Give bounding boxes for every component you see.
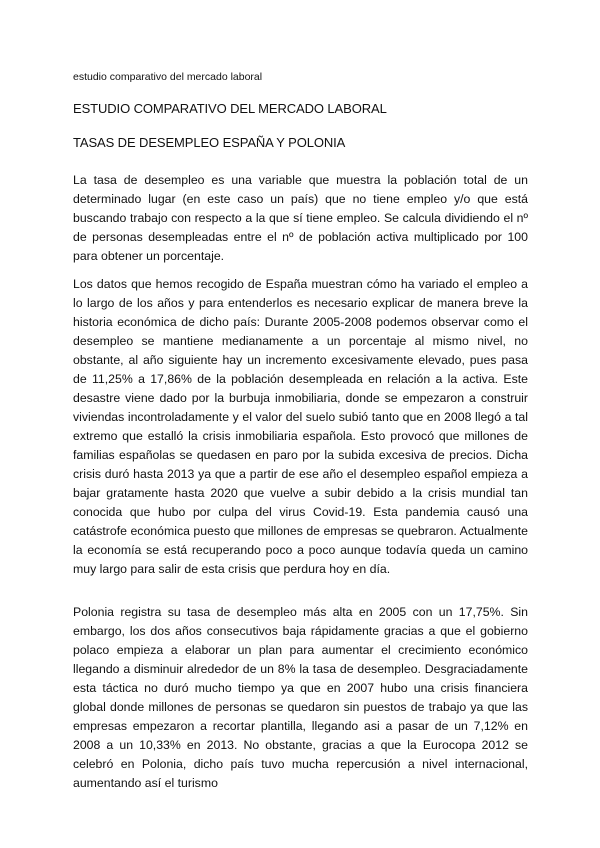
running-header: estudio comparativo del mercado laboral [73,71,263,83]
paragraph-definition: La tasa de desempleo es una variable que muestra la población total de un determinado lugar (en este caso un país) que no tiene empleo y/o que está buscando trabajo con respecto a la que sí tiene empleo. Se calcula dividiendo el nº de personas desempleadas entre el nº de población activa multiplicado por 100 para obtener un porcentaje. [73,173,528,263]
document-title: ESTUDIO COMPARATIVO DEL MERCADO LABORAL [73,101,387,116]
paragraph-poland: Polonia registra su tasa de desempleo más alta en 2005 con un 17,75%. Sin embargo, los dos años consecutivos baja rápidamente gracias a que el gobierno polaco empieza a elaborar un plan para aumentar el crecimiento económico llegando a disminuir alrededor de un 8% la tasa de desempleo. Desgraciadamente esta táctica no duró mucho tiempo ya que en 2007 hubo una crisis financiera global donde millones de personas se quedaron sin puestos de trabajo ya que las empresas empezaron a recortar plantilla, llegando asi a pasar de un 7,12% en 2008 a un 10,33% en 2013. No obstante, gracias a que la Eurocopa 2012 se celebró en Polonia, dicho país tuvo mucha repercusión a nivel internacional, aumentando así el turismo [73,605,528,790]
section-subtitle: TASAS DE DESEMPLEO ESPAÑA Y POLONIA [73,135,346,150]
paragraph-spain: Los datos que hemos recogido de España muestran cómo ha variado el empleo a lo largo de los años y para entenderlos es necesario explicar de manera breve la historia económica de dicho país: Durante 2005-2008 podemos observar como el desempleo se mantiene medianamente a un porcentaje al mismo nivel, no obstante, al año siguiente hay un incremento excesivamente elevado, pues pasa de 11,25% a 17,86% de la población desempleada en relación a la activa. Este desastre viene dado por la burbuja inmobiliaria, donde se empezaron a construir viviendas incontroladamente y el valor del suelo subió tanto que en 2008 llegó a tal extremo que estalló la crisis inmobiliaria española. Esto provocó que millones de familias españolas se quedasen en paro por la subida excesiva de precios. Dicha crisis duró hasta 2013 ya que a partir de ese año el desempleo español empieza a bajar gratamente hasta 2020 que vuelve a subir debido a la crisis mundial tan conocida que hubo por culpa del virus Covid-19. Esta pandemia causó una catástrofe económica puesto que millones de empresas se quebraron. Actualmente la economía se está recuperando poco a poco aunque todavía queda un camino muy largo para salir de esta crisis que perdura hoy en día. [73,277,528,576]
